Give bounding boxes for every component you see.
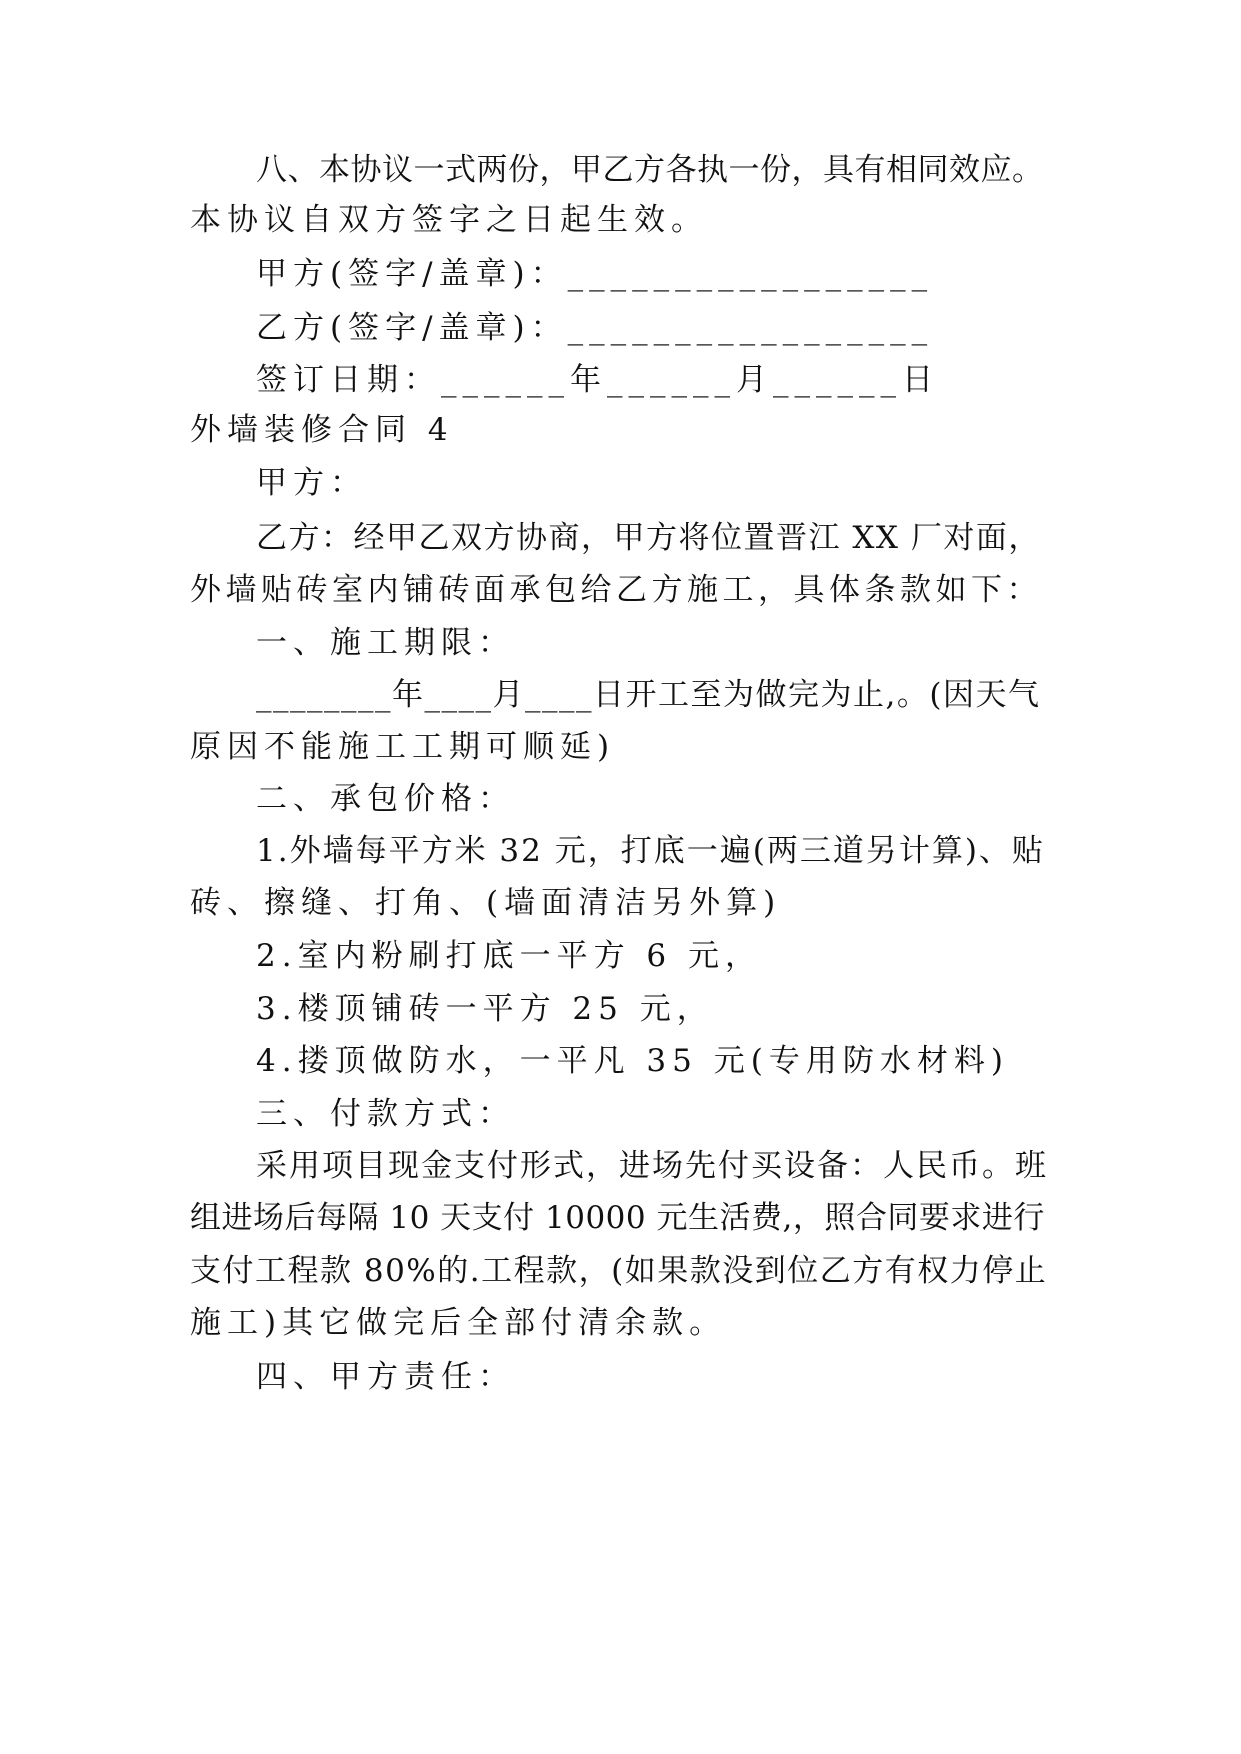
construction-period-text: ________年____月____日开工至为做完为止,。(因天气 bbox=[256, 677, 1041, 713]
payment-text-line-4: 施工)其它做完后全部付清余款。 bbox=[190, 1305, 727, 1341]
party-a-signature-line: 甲方(签字/盖章)：_________________ bbox=[256, 256, 934, 292]
price-item-3: 3.楼顶铺砖一平方 25 元， bbox=[256, 991, 714, 1027]
payment-text-line-2: 组进场后每隔 10 天支付 10000 元生活费,，照合同要求进行 bbox=[190, 1200, 1045, 1236]
section-4-heading: 四、甲方责任： bbox=[256, 1359, 515, 1395]
signing-date-line: 签订日期：______年______月______日 bbox=[256, 362, 939, 398]
section-3-heading: 三、付款方式： bbox=[256, 1096, 515, 1132]
price-item-4: 4.搂顶做防水，一平凡 35 元(专用防水材料) bbox=[256, 1043, 1009, 1079]
party-b-intro-continuation: 外墙贴砖室内铺砖面承包给乙方施工，具体条款如下： bbox=[190, 572, 1042, 608]
clause-8-text: 八、本协议一式两份，甲乙方各执一份，具有相同效应。 bbox=[256, 152, 1044, 188]
price-item-1: 1.外墙每平方米 32 元，打底一遍(两三道另计算)、贴 bbox=[256, 833, 1045, 869]
section-2-heading: 二、承包价格： bbox=[256, 781, 515, 817]
clause-8-continuation: 本协议自双方签字之日起生效。 bbox=[190, 202, 708, 238]
party-b-signature-line: 乙方(签字/盖章)：_________________ bbox=[256, 310, 934, 346]
party-b-intro: 乙方：经甲乙双方协商，甲方将位置晋江 XX 厂对面， bbox=[256, 520, 1041, 556]
price-item-2: 2.室内粉刷打底一平方 6 元， bbox=[256, 938, 763, 974]
construction-period-continuation: 原因不能施工工期可顺延) bbox=[190, 729, 616, 765]
payment-text-line-3: 支付工程款 80%的.工程款，(如果款没到位乙方有权力停止 bbox=[190, 1253, 1048, 1289]
contract-title: 外墙装修合同 4 bbox=[190, 412, 454, 448]
section-1-heading: 一、施工期限： bbox=[256, 625, 515, 661]
price-item-1-continuation: 砖、擦缝、打角、(墙面清洁另外算) bbox=[190, 885, 782, 921]
payment-text: 采用项目现金支付形式，进场先付买设备：人民币。班 bbox=[256, 1148, 1048, 1184]
party-a-label: 甲方： bbox=[256, 465, 367, 501]
